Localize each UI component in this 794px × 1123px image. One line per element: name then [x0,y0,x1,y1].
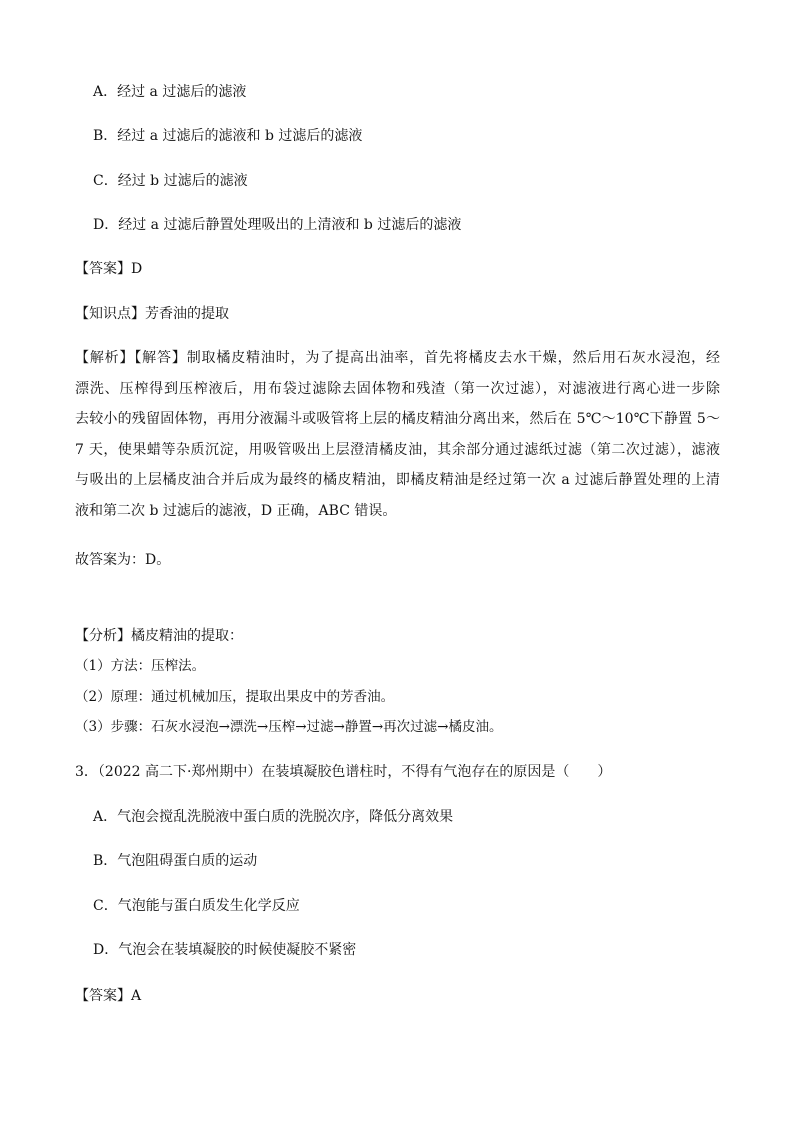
q3-option-a: A．气泡会搅乱洗脱液中蛋白质的洗脱次序，降低分离效果 [93,809,454,825]
analysis-line: 去较小的残留固体物，再用分液漏斗或吸管将上层的橘皮精油分离出来，然后在 5℃～10℃下静置 5～ [75,411,720,428]
q3-option-d: D．气泡会在装填凝胶的时候使凝胶不紧密 [93,942,357,958]
q2-option-b: B．经过 a 过滤后的滤液和 b 过滤后的滤液 [93,128,363,144]
q2-answer: 【答案】D [75,261,143,277]
q2-fenxi-steps: （3）步骤：石灰水浸泡→漂洗→压榨→过滤→静置→再次过滤→橘皮油。 [75,719,503,735]
q2-fenxi-method: （1）方法：压榨法。 [75,658,206,674]
q2-fenxi-title: 【分析】橘皮精油的提取： [75,628,243,644]
analysis-line: 与吸出的上层橘皮油合并后成为最终的橘皮精油，即橘皮精油是经过第一次 a 过滤后静置处理的上清 [75,472,720,489]
q2-analysis [75,343,720,527]
q2-option-c: C．经过 b 过滤后的滤液 [93,173,248,189]
analysis-line: 7 天，使果蜡等杂质沉淀，用吸管吸出上层澄清橘皮油，其余部分通过滤纸过滤（第二次过滤），滤液 [75,441,720,458]
analysis-line: 液和第二次 b 过滤后的滤液，D 正确，ABC 错误。 [75,502,397,519]
analysis-line: 【解析】【解答】制取橘皮精油时，为了提高出油率，首先将橘皮去水干燥，然后用石灰水浸泡，经 [75,350,720,366]
q2-fenxi-principle: （2）原理：通过机械加压，提取出果皮中的芳香油。 [75,689,395,705]
q2-conclusion: 故答案为：D。 [75,552,171,568]
q3-answer: 【答案】A [75,988,142,1004]
q2-option-d: D．经过 a 过滤后静置处理吸出的上清液和 b 过滤后的滤液 [93,217,462,233]
q3-stem: 3．（2022 高二下·郑州期中）在装填凝胶色谱柱时，不得有气泡存在的原因是（ ） [75,764,612,780]
q2-option-a: A．经过 a 过滤后的滤液 [93,84,247,100]
q3-option-c: C．气泡能与蛋白质发生化学反应 [93,898,300,914]
analysis-line: 漂洗、压榨得到压榨液后，用布袋过滤除去固体物和残渣（第一次过滤），对滤液进行离心进一步除 [75,380,720,397]
q2-knowledge-point: 【知识点】芳香油的提取 [75,306,229,322]
q3-option-b: B．气泡阻碍蛋白质的运动 [93,853,258,869]
